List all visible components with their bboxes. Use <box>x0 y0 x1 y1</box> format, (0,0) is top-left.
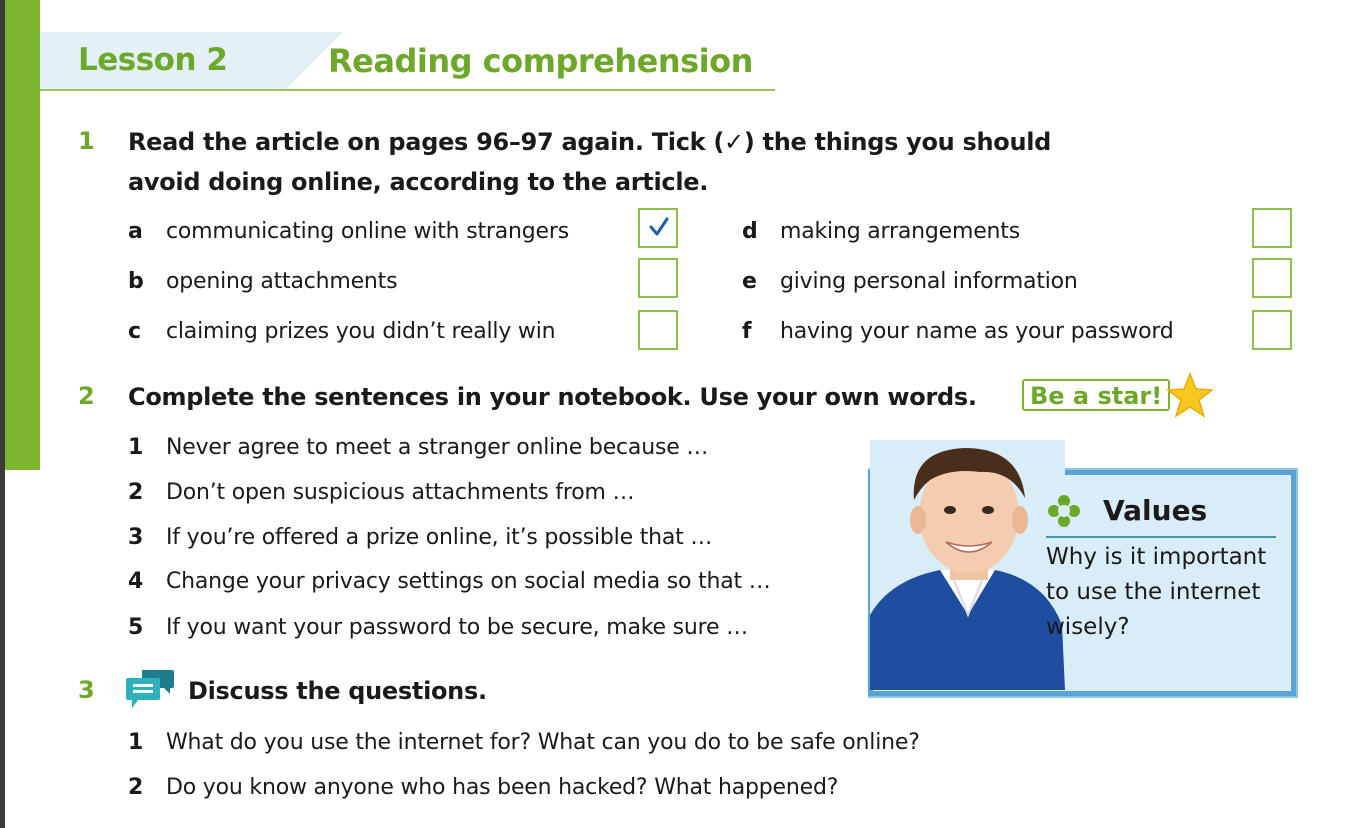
exercise-2-number: 2 <box>78 382 95 410</box>
page-title: Reading comprehension <box>328 42 753 80</box>
checkbox-d[interactable] <box>1252 208 1292 248</box>
option-e <box>742 269 1078 294</box>
option-text: claiming prizes you didn’t really win <box>166 319 556 344</box>
option-letter: c <box>128 319 141 344</box>
option-letter: a <box>128 219 143 244</box>
star-icon <box>1165 371 1215 421</box>
question-2 <box>128 775 838 800</box>
sentence-2 <box>128 480 634 505</box>
values-flower-icon <box>1047 494 1081 528</box>
option-text: opening attachments <box>166 269 398 294</box>
header-underline <box>40 89 775 91</box>
side-accent-bar <box>5 0 40 470</box>
checkbox-a[interactable] <box>638 208 678 248</box>
values-divider <box>1046 536 1276 538</box>
sentence-number: 1 <box>128 435 144 460</box>
sentence-3 <box>128 525 712 550</box>
exercise-1-instruction-line2: avoid doing online, according to the article. <box>128 168 709 196</box>
sentence-text: Don’t open suspicious attachments from … <box>166 480 635 505</box>
sentence-text: Change your privacy settings on social media so that … <box>166 569 771 594</box>
values-question <box>1046 540 1286 645</box>
sentence-1 <box>128 435 708 460</box>
sentence-number: 3 <box>128 525 144 550</box>
option-f <box>742 319 1174 344</box>
question-text: Do you know anyone who has been hacked? What happened? <box>166 775 839 800</box>
option-text: making arrangements <box>780 219 1020 244</box>
checkbox-b[interactable] <box>638 258 678 298</box>
exercise-1-instruction-line1: Read the article on pages 96–97 again. Tick (✓) the things you should <box>128 128 1052 156</box>
speech-bubbles-icon <box>126 668 176 712</box>
option-text: communicating online with strangers <box>166 219 569 244</box>
be-a-star-tag: Be a star! <box>1022 379 1170 411</box>
student-photo <box>870 440 1065 690</box>
question-1 <box>128 730 920 755</box>
option-letter: e <box>742 269 757 294</box>
exercise-3-instruction: Discuss the questions. <box>188 677 487 705</box>
option-text: giving personal information <box>780 269 1078 294</box>
lesson-label: Lesson 2 <box>78 42 228 78</box>
option-letter: b <box>128 269 144 294</box>
option-b <box>128 269 397 294</box>
exercise-1-number: 1 <box>78 127 95 155</box>
question-text: What do you use the internet for? What can you do to be safe online? <box>166 730 920 755</box>
sentence-number: 4 <box>128 569 144 594</box>
option-letter: f <box>742 319 752 344</box>
sentence-number: 5 <box>128 615 144 640</box>
checkbox-e[interactable] <box>1252 258 1292 298</box>
sentence-number: 2 <box>128 480 144 505</box>
sentence-5 <box>128 615 748 640</box>
sentence-4 <box>128 569 771 594</box>
question-number: 1 <box>128 730 144 755</box>
sentence-text: If you want your password to be secure, make sure … <box>166 615 748 640</box>
option-text: having your name as your password <box>780 319 1174 344</box>
values-question-line2: to use the internet <box>1046 579 1261 605</box>
values-heading: Values <box>1103 494 1208 527</box>
option-c <box>128 319 555 344</box>
sentence-text: Never agree to meet a stranger online because … <box>166 435 709 460</box>
checkmark-icon <box>648 216 670 238</box>
option-letter: d <box>742 219 758 244</box>
values-question-line3: wisely? <box>1046 614 1130 640</box>
exercise-3-number: 3 <box>78 676 95 704</box>
exercise-2-instruction: Complete the sentences in your notebook. Use your own words. <box>128 383 977 411</box>
checkbox-f[interactable] <box>1252 310 1292 350</box>
checkbox-c[interactable] <box>638 310 678 350</box>
sentence-text: If you’re offered a prize online, it’s possible that … <box>166 525 713 550</box>
option-d <box>742 219 1020 244</box>
values-question-line1: Why is it important <box>1046 544 1267 570</box>
question-number: 2 <box>128 775 144 800</box>
option-a <box>128 219 569 244</box>
